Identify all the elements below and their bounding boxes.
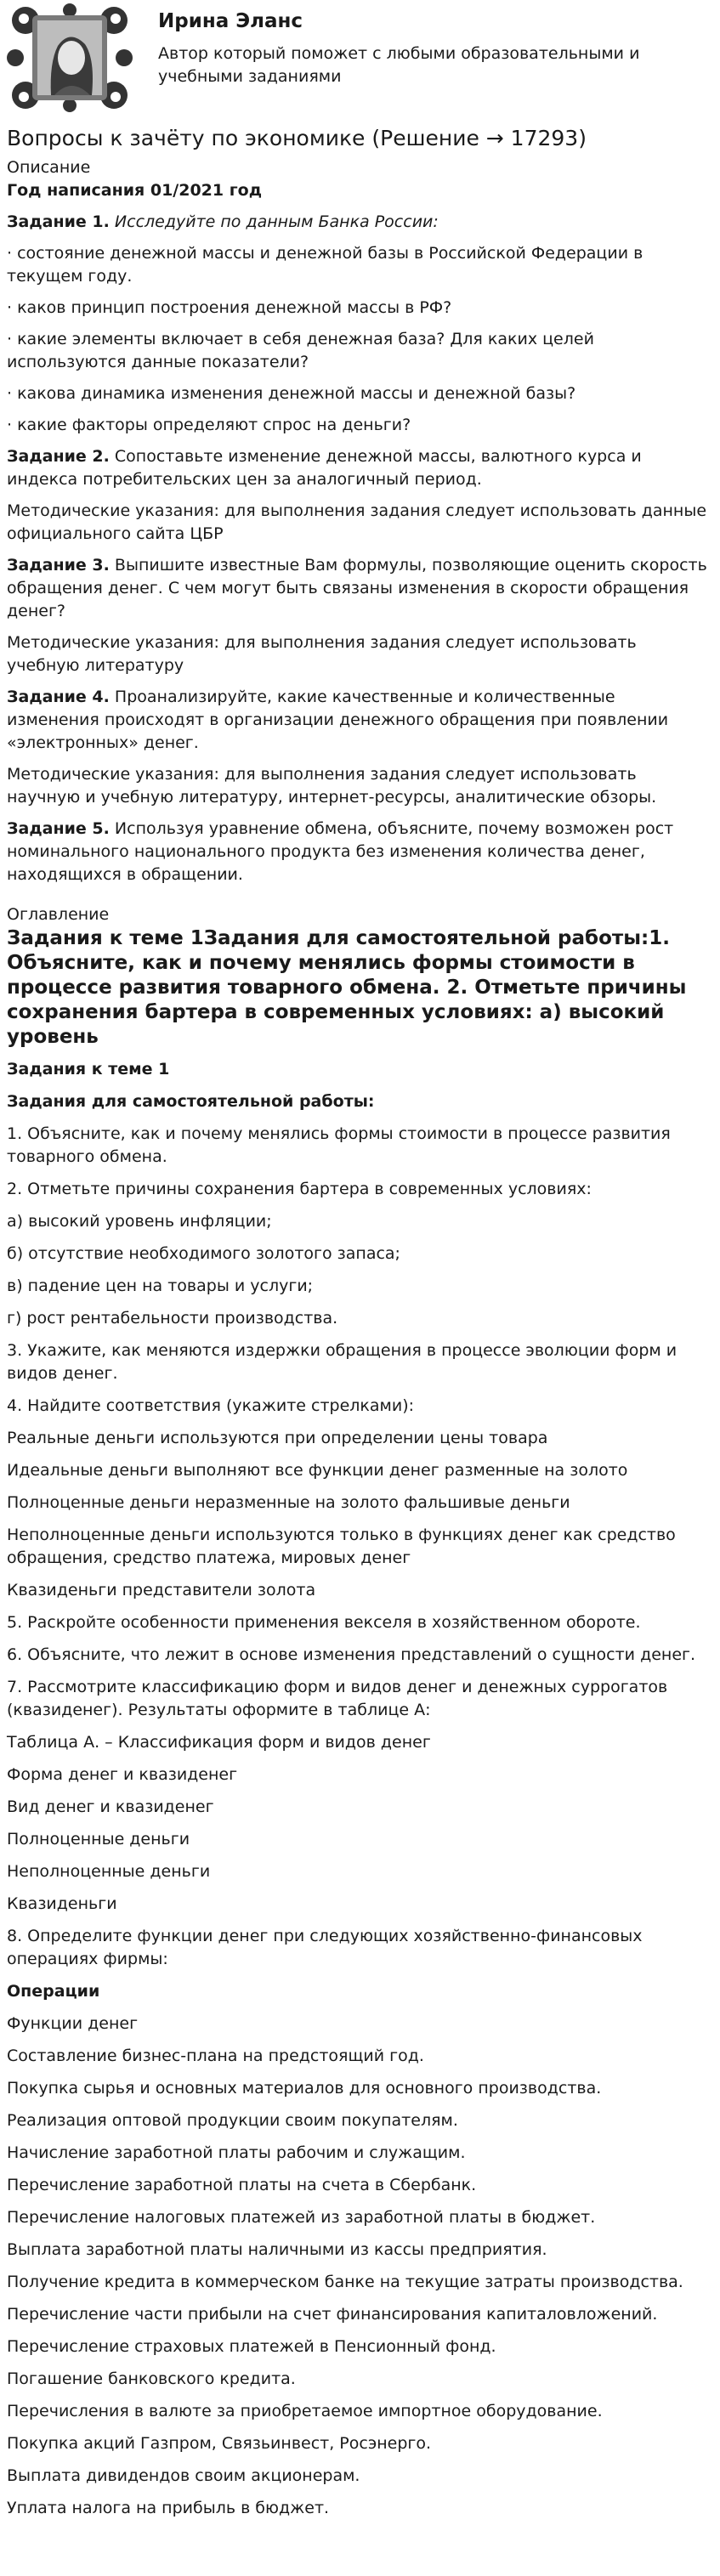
content-paragraph: Перечисление заработной платы на счета в Сбербанк. bbox=[7, 2176, 477, 2194]
content-paragraph: Перечисления в валюте за приобретаемое импортное оборудование. bbox=[7, 2402, 603, 2420]
task-paragraph bbox=[7, 297, 711, 320]
task-text: · каков принцип построения денежной массы в РФ? bbox=[7, 298, 452, 317]
task-label: Задание 2. bbox=[7, 447, 110, 466]
task-text: Проанализируйте, какие качественные и количественные изменения происходят в организации денежного обращения при появлении «электронных» денег. bbox=[7, 688, 669, 752]
content-paragraph: Квазиденьги bbox=[7, 1894, 117, 1913]
task-text: · состояние денежной массы и денежной базы в Российской Федерации в текущем году. bbox=[7, 244, 643, 286]
task-text: Выпишите известные Вам формулы, позволяющие оценить скорость обращения денег. С чем могут быть связаны изменения в скорости обращения денег? bbox=[7, 556, 707, 620]
content-paragraph: Начисление заработной платы рабочим и служащим. bbox=[7, 2143, 466, 2162]
task-text: · какова динамика изменения денежной массы и денежной базы? bbox=[7, 384, 576, 403]
content-paragraph: Полноценные деньги bbox=[7, 1830, 190, 1848]
task-label: Задание 4. bbox=[7, 688, 110, 706]
toc-label: Оглавление bbox=[7, 905, 110, 924]
content-paragraph: Идеальные деньги выполняют все функции денег разменные на золото bbox=[7, 1461, 628, 1480]
task-paragraph bbox=[7, 445, 711, 491]
content-paragraph: б) отсутствие необходимого золотого запаса; bbox=[7, 1244, 400, 1263]
task-text: Методические указания: для выполнения задания следует использовать научную и учебную литературу, интернет-ресурсы, аналитические обзоры. bbox=[7, 765, 657, 807]
content-paragraph: Перечисление части прибыли на счет финансирования капиталовложений. bbox=[7, 2305, 658, 2324]
content-paragraph: Погашение банковского кредита. bbox=[7, 2369, 296, 2388]
content-paragraph: Реальные деньги используются при определении цены товара bbox=[7, 1429, 548, 1447]
task-text: Используя уравнение обмена, объясните, почему возможен рост номинального национального продукта без изменения количества денег, находящихся в обращении. bbox=[7, 819, 674, 884]
content-paragraph: в) падение цен на товары и услуги; bbox=[7, 1277, 314, 1295]
content-paragraph: Перечисление страховых платежей в Пенсионный фонд. bbox=[7, 2337, 496, 2356]
content-paragraph: Выплата дивидендов своим акционерам. bbox=[7, 2466, 360, 2485]
content-paragraph: а) высокий уровень инфляции; bbox=[7, 1212, 272, 1231]
task-paragraph bbox=[7, 763, 711, 809]
content-paragraph: Таблица А. – Классификация форм и видов денег bbox=[7, 1733, 431, 1752]
content-paragraph: Перечисление налоговых платежей из заработной платы в бюджет. bbox=[7, 2208, 596, 2227]
task-paragraph bbox=[7, 382, 711, 405]
content-paragraph: Реализация оптовой продукции своим покупателям. bbox=[7, 2111, 458, 2130]
task-paragraph bbox=[7, 818, 711, 886]
content-paragraph: 1. Объясните, как и почему менялись формы стоимости в процессе развития товарного обмена. bbox=[7, 1124, 671, 1166]
content-paragraph: 6. Объясните, что лежит в основе изменения представлений о сущности денег. bbox=[7, 1645, 696, 1664]
task-paragraph bbox=[7, 328, 711, 374]
task-paragraph bbox=[7, 686, 711, 755]
task-text: Исследуйте по данным Банка России: bbox=[109, 212, 439, 231]
task-label: Задание 5. bbox=[7, 819, 110, 838]
task-paragraph bbox=[7, 242, 711, 288]
content-paragraph: Выплата заработной платы наличными из кассы предприятия. bbox=[7, 2240, 547, 2259]
task-text: Методические указания: для выполнения задания следует использовать учебную литературу bbox=[7, 633, 637, 675]
task-paragraph bbox=[7, 500, 711, 546]
task-paragraph bbox=[7, 211, 711, 234]
task-paragraph bbox=[7, 414, 711, 437]
task-text: Методические указания: для выполнения задания следует использовать данные официального сайта ЦБР bbox=[7, 501, 707, 543]
year-written: Год написания 01/2021 год bbox=[7, 181, 263, 200]
content-paragraph: 4. Найдите соответствия (укажите стрелками): bbox=[7, 1396, 415, 1415]
content-paragraph: Форма денег и квазиденег bbox=[7, 1765, 238, 1784]
author-avatar[interactable] bbox=[7, 3, 133, 112]
content-paragraph: Покупка акций Газпром, Связьинвест, Росэнерго. bbox=[7, 2434, 432, 2453]
author-name[interactable]: Ирина Эланс bbox=[158, 10, 303, 32]
content-paragraph: Полноценные деньги неразменные на золото фальшивые деньги bbox=[7, 1493, 570, 1512]
content-paragraph: г) рост рентабельности производства. bbox=[7, 1309, 338, 1328]
content-paragraph: Квазиденьги представители золота bbox=[7, 1581, 316, 1599]
description-label: Описание bbox=[7, 158, 91, 177]
content-paragraph: 3. Укажите, как меняются издержки обращения в процессе эволюции форм и видов денег. bbox=[7, 1341, 677, 1383]
author-info bbox=[158, 3, 668, 88]
task-label: Задание 3. bbox=[7, 556, 110, 575]
task-label: Задание 1. bbox=[7, 212, 110, 231]
task-text: · какие элементы включает в себя денежная база? Для каких целей используются данные показатели? bbox=[7, 330, 594, 371]
content-paragraph: 5. Раскройте особенности применения векселя в хозяйственном обороте. bbox=[7, 1613, 641, 1632]
author-header bbox=[7, 0, 711, 116]
content-paragraph: Неполноценные деньги bbox=[7, 1862, 211, 1881]
task-paragraph bbox=[7, 554, 711, 623]
content-paragraph: Неполноценные деньги используются только в функциях денег как средство обращения, средство платежа, мировых денег bbox=[7, 1526, 676, 1567]
content-paragraph: Вид денег и квазиденег bbox=[7, 1798, 214, 1816]
task-text: Сопоставьте изменение денежной массы, валютного курса и индекса потребительских цен за аналогичный период. bbox=[7, 447, 642, 489]
toc-title: Задания к теме 1Задания для самостоятельной работы:1. Объясните, как и почему менялись формы стоимости в процессе развития товарного обмена. 2. Отметьте причины сохранения бартера в современных условиях: а) высокий уровень bbox=[7, 927, 687, 1048]
author-bio: Автор который поможет с любыми образовательными и учебными заданиями bbox=[158, 44, 640, 86]
content-heading: Операции bbox=[7, 1982, 100, 2001]
content-body bbox=[7, 1058, 711, 2520]
content-paragraph: Получение кредита в коммерческом банке на текущие затраты производства. bbox=[7, 2273, 683, 2291]
page-title: Вопросы к зачёту по экономике (Решение → 17293) bbox=[7, 126, 587, 150]
content-paragraph: Покупка сырья и основных материалов для основного производства. bbox=[7, 2079, 602, 2098]
content-paragraph: 8. Определите функции денег при следующих хозяйственно-финансовых операциях фирмы: bbox=[7, 1927, 643, 1968]
content-heading: Задания к теме 1 bbox=[7, 1060, 170, 1079]
content-heading: Задания для самостоятельной работы: bbox=[7, 1092, 375, 1111]
task-paragraph bbox=[7, 631, 711, 677]
task-list bbox=[7, 211, 711, 886]
content-paragraph: Функции денег bbox=[7, 2014, 139, 2033]
task-text: · какие факторы определяют спрос на деньги? bbox=[7, 416, 411, 434]
content-paragraph: Уплата налога на прибыль в бюджет. bbox=[7, 2499, 330, 2517]
content-paragraph: Составление бизнес-плана на предстоящий год. bbox=[7, 2047, 424, 2065]
content-paragraph: 7. Рассмотрите классификацию форм и видов денег и денежных суррогатов (квазиденег). Результаты оформите в таблице А: bbox=[7, 1678, 668, 1719]
content-paragraph: 2. Отметьте причины сохранения бартера в современных условиях: bbox=[7, 1180, 592, 1198]
